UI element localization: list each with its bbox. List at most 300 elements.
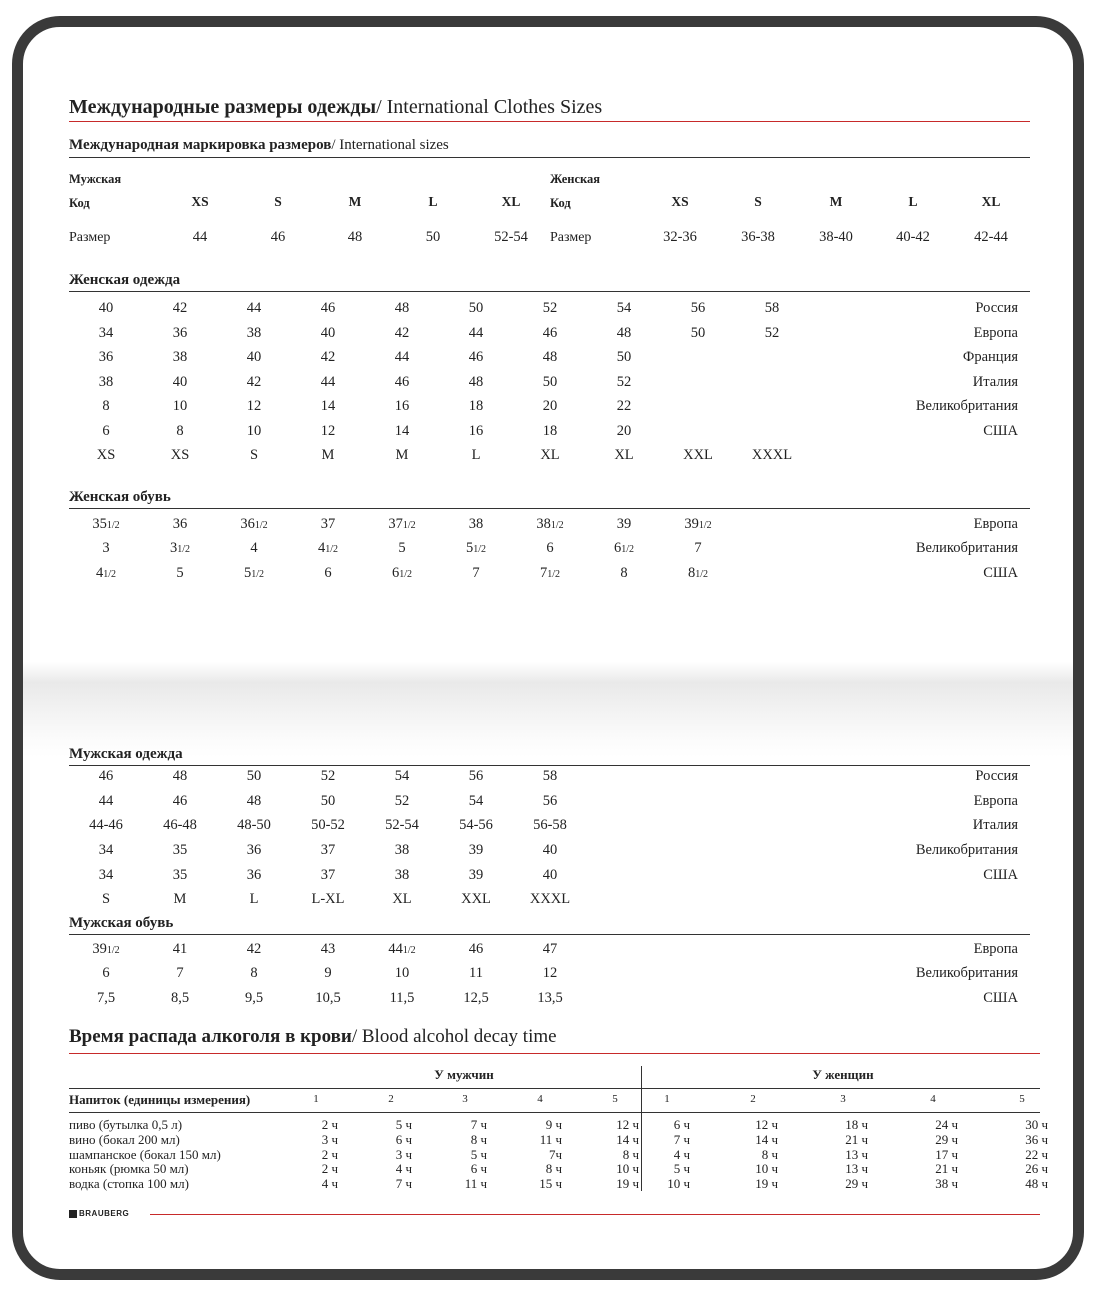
womens_shoes-cell-half: 1/2 [621,544,635,555]
men-unit: 1 [313,1093,319,1105]
womens_shoes-cell-whole: 38 [468,516,484,532]
mens_clothing-cell: 37 [320,867,336,883]
mens_clothing-cell: 58 [542,768,558,784]
womens_clothing-cell: 44 [468,325,484,341]
women-size: 32-36 [663,229,697,245]
womens_shoes-heading: Женская обувь [69,489,171,505]
men-hours: 9 ч [545,1117,562,1132]
mens_shoes-cell-whole: 8 [250,965,258,981]
women-size-label: Размер [550,230,592,245]
mens_shoes-cell [247,941,262,958]
womens_shoes-cell [684,516,711,533]
womens_clothing-cell: 40 [246,349,262,365]
womens_shoes-cell [536,516,563,533]
womens_clothing-cell: 50 [690,325,706,341]
men-code: M [348,194,362,209]
mens_clothing-cell: 48-50 [237,817,271,833]
womens_clothing-cell: 58 [764,300,780,316]
mens_shoes-cell [92,941,119,958]
mens_shoes-country: Европа [973,941,1018,957]
women-group-label: У женщин [812,1067,874,1082]
womens_shoes-cell-whole: 5 [243,565,252,581]
womens_clothing-cell: 10 [246,423,262,439]
womens_shoes-cell-half: 1/2 [402,520,416,531]
alcohol-title-ru: Время распада алкоголя в крови [69,1026,352,1047]
womens_shoes-cell [318,540,338,557]
mens_clothing-cell: 34 [98,867,114,883]
mens_shoes-cell-whole: 12 [542,965,558,981]
mens_shoes-cell-whole: 7 [176,965,184,981]
men-code: XS [191,194,209,209]
mens_clothing-cell: 46-48 [163,817,197,833]
mens_shoes-cell [173,941,188,958]
womens_clothing-cell: 14 [394,423,410,439]
womens_clothing-cell: XL [540,447,560,463]
womens_clothing-cell: XXL [683,447,713,463]
womens_shoes-cell [546,540,553,557]
mens_shoes-cell [463,990,488,1007]
women-hours: 18 ч [845,1117,868,1132]
women-size: 36-38 [741,229,775,245]
womens_clothing-cell: 18 [542,423,558,439]
womens_clothing-cell: 38 [98,374,114,390]
womens_shoes-cell [694,540,701,557]
mens_clothing-rule [69,765,1030,766]
womens_clothing-cell: 12 [320,423,336,439]
mens_clothing-cell: 50 [320,793,336,809]
womens_shoes-cell-half: 1/2 [550,520,564,531]
womens_clothing-country: Россия [975,300,1018,316]
women-hours: 4 ч [673,1147,690,1162]
women-code: M [829,194,843,209]
womens_clothing-cell: 50 [616,349,632,365]
womens_clothing-cell: S [249,447,259,463]
womens_clothing-cell: 36 [172,325,188,341]
mens_shoes-cell-whole: 7,5 [96,990,116,1006]
mens_shoes-cell [245,990,263,1007]
mens_clothing-cell: 46 [172,793,188,809]
mens_clothing-heading: Мужская одежда [69,746,183,762]
womens_clothing-cell: 48 [394,300,410,316]
alcohol-divider [641,1066,642,1191]
women-hours: 10 ч [755,1161,778,1176]
women-code-label: Код [550,196,571,210]
mens_clothing-cell: 50-52 [311,817,345,833]
men-hours: 8 ч [545,1161,562,1176]
mens_clothing-cell: 37 [320,842,336,858]
mens_clothing-cell: 38 [394,867,410,883]
men-size: 46 [270,229,286,245]
womens_clothing-cell: 8 [102,398,110,414]
womens_shoes-country: Великобритания [915,540,1018,556]
women-hours: 14 ч [755,1132,778,1147]
mens_shoes-heading: Мужская обувь [69,915,174,931]
womens_shoes-cell-half: 1/2 [698,520,712,531]
mens_clothing-cell: XL [392,891,412,907]
womens_clothing-country: Европа [973,325,1018,341]
men-hours: 7 ч [470,1117,487,1132]
drink-name: вино (бокал 200 мл) [69,1132,180,1147]
mens_shoes-cell [97,990,115,1007]
men-hours: 5 ч [395,1117,412,1132]
womens_shoes-cell [173,516,188,533]
mens_shoes-country: США [983,990,1018,1006]
mens_clothing-cell: 56-58 [533,817,567,833]
womens_shoes-cell [170,540,190,557]
men-hours: 2 ч [321,1147,338,1162]
intl-rule [69,157,1030,158]
mens_clothing-cell: 36 [246,842,262,858]
womens_clothing-cell: 36 [98,349,114,365]
men-code: XL [501,194,521,209]
women-unit: 2 [750,1093,756,1105]
womens_shoes-cell [176,565,183,582]
womens_clothing-rule [69,291,1030,292]
womens_clothing-cell: 52 [616,374,632,390]
men-hours: 19 ч [616,1176,639,1191]
women-hours: 26 ч [1025,1161,1048,1176]
womens_clothing-cell: 42 [320,349,336,365]
mens_clothing-cell: 56 [468,768,484,784]
page-title [69,96,602,119]
womens_clothing-cell: 44 [246,300,262,316]
womens_shoes-rule [69,508,1030,509]
women-hours: 10 ч [667,1176,690,1191]
womens_clothing-cell: 48 [542,349,558,365]
womens_clothing-country: Франция [962,349,1018,365]
women-hours: 29 ч [845,1176,868,1191]
men-hours: 3 ч [321,1132,338,1147]
men-hours: 8 ч [622,1147,639,1162]
womens_shoes-cell-whole: 5 [465,540,474,556]
women-hours: 24 ч [935,1117,958,1132]
mens_shoes-cell [171,990,189,1007]
page-frame [12,16,1084,1280]
mens_clothing-cell: 52 [320,768,336,784]
mens_clothing-country: Италия [972,817,1018,833]
women-hours: 48 ч [1025,1176,1048,1191]
men-hours: 15 ч [539,1176,562,1191]
intl-heading [69,137,449,154]
mens_shoes-cell-half: 1/2 [402,945,416,956]
womens_clothing-cell: 46 [468,349,484,365]
mens_shoes-cell-whole: 9 [324,965,332,981]
page-fold [23,662,1073,757]
womens_clothing-cell: 38 [246,325,262,341]
mens_clothing-cell: 52-54 [385,817,419,833]
womens_shoes-cell [472,565,479,582]
mens_clothing-cell: 54 [394,768,410,784]
drink-name: водка (стопка 100 мл) [69,1176,189,1191]
mens_shoes-cell-whole: 9,5 [244,990,264,1006]
womens_clothing-cell: L [471,447,481,463]
men-size: 50 [425,229,441,245]
womens_clothing-cell: 16 [468,423,484,439]
drink-name: коньяк (рюмка 50 мл) [69,1161,189,1176]
mens_clothing-cell: L [249,891,259,907]
women-unit: 3 [840,1093,846,1105]
mens_shoes-cell [315,990,340,1007]
womens_shoes-cell-half: 1/2 [325,544,339,555]
men-hours: 7ч [548,1147,562,1162]
womens_shoes-cell [102,540,109,557]
drink-label: Напиток (единицы измерения) [69,1092,251,1107]
womens_shoes-cell-whole: 39 [684,516,699,532]
men-size: 52-54 [494,229,528,245]
men-hours: 6 ч [470,1161,487,1176]
mens_shoes-cell-whole: 44 [388,941,403,957]
men-hours: 14 ч [616,1132,639,1147]
womens_shoes-cell-whole: 39 [616,516,632,532]
mens_clothing-country: Россия [975,768,1018,784]
mens_clothing-cell: 40 [542,867,558,883]
mens_clothing-cell: 38 [394,842,410,858]
womens_clothing-cell: 48 [468,374,484,390]
mens_clothing-cell: XXXL [529,891,571,907]
women-hours: 13 ч [845,1161,868,1176]
mens_shoes-cell [543,965,558,982]
mens_clothing-cell: 50 [246,768,262,784]
mens_shoes-cell-whole: 6 [102,965,110,981]
womens_shoes-cell-half: 1/2 [254,520,268,531]
mens_shoes-cell [537,990,562,1007]
men-label: Мужская [69,172,122,186]
womens_shoes-cell-half: 1/2 [103,569,117,580]
womens_clothing-cell: M [321,447,335,463]
women-code: XL [981,194,1001,209]
intl-heading-en: / International sizes [331,137,449,153]
mens_clothing-cell: 48 [246,793,262,809]
men-hours: 4 ч [395,1161,412,1176]
womens_clothing-cell: 40 [320,325,336,341]
mens_clothing-country: Великобритания [915,842,1018,858]
womens_shoes-cell-half: 1/2 [473,544,487,555]
women-hours: 17 ч [935,1147,958,1162]
men-hours: 2 ч [321,1117,338,1132]
men-hours: 6 ч [395,1132,412,1147]
womens_clothing-cell: 14 [320,398,336,414]
women-code: XS [671,194,689,209]
women-hours: 22 ч [1025,1147,1048,1162]
mens_shoes-cell [102,965,109,982]
mens_shoes-cell [388,941,415,958]
men-hours: 11 ч [539,1132,562,1147]
womens_clothing-cell: 42 [394,325,410,341]
womens_shoes-cell [466,540,486,557]
womens_clothing-cell: 42 [246,374,262,390]
women-hours: 5 ч [673,1161,690,1176]
womens_clothing-cell: 44 [394,349,410,365]
womens_shoes-cell-whole: 3 [102,540,110,556]
mens_shoes-cell [250,965,257,982]
womens_shoes-cell [388,516,415,533]
womens_clothing-country: Великобритания [915,398,1018,414]
alcohol-title-en: / Blood alcohol decay time [351,1026,557,1047]
womens_shoes-cell-whole: 8 [620,565,628,581]
womens_shoes-cell-half: 1/2 [177,544,191,555]
women-hours: 13 ч [845,1147,868,1162]
mens_shoes-cell-whole: 10,5 [315,990,341,1006]
womens_shoes-cell [240,516,267,533]
womens_clothing-cell: 10 [172,398,188,414]
men-unit: 3 [462,1093,468,1105]
womens_clothing-cell: 52 [542,300,558,316]
womens_clothing-cell: 46 [320,300,336,316]
mens_clothing-cell: 39 [468,867,484,883]
womens_clothing-cell: XL [614,447,634,463]
womens_shoes-cell [614,540,634,557]
mens_shoes-cell [176,965,183,982]
women-hours: 29 ч [935,1132,958,1147]
men-unit: 5 [612,1093,618,1105]
mens_clothing-cell: 40 [542,842,558,858]
womens_clothing-cell: 38 [172,349,188,365]
men-code: S [274,194,282,209]
womens_shoes-cell-whole: 38 [536,516,551,532]
mens_clothing-cell: L-XL [311,891,345,907]
womens_shoes-cell [392,565,412,582]
womens_clothing-cell: 20 [542,398,558,414]
mens_shoes-cell-whole: 42 [246,941,262,957]
womens_clothing-country: Италия [972,374,1018,390]
mens_clothing-cell: 35 [172,867,188,883]
womens_shoes-cell [324,565,331,582]
men-hours: 8 ч [470,1132,487,1147]
women-label: Женская [550,172,601,186]
mens_shoes-cell [469,965,483,982]
womens_shoes-cell-half: 1/2 [547,569,561,580]
mens_shoes-cell-whole: 8,5 [170,990,190,1006]
mens_shoes-cell [321,941,336,958]
womens_shoes-cell [617,516,632,533]
womens_clothing-cell: 48 [616,325,632,341]
drink-name: пиво (бутылка 0,5 л) [69,1117,183,1132]
title-ru: Международные размеры одежды [69,96,377,118]
men-hours: 12 ч [616,1117,639,1132]
women-unit: 4 [930,1093,936,1105]
mens_clothing-cell: 35 [172,842,188,858]
mens_clothing-cell: 39 [468,842,484,858]
brand-rule [150,1214,1040,1215]
womens_clothing-cell: 6 [102,423,110,439]
mens_clothing-cell: 34 [98,842,114,858]
women-size: 42-44 [974,229,1008,245]
womens_shoes-cell-whole: 6 [546,540,554,556]
mens_clothing-cell: 56 [542,793,558,809]
mens_shoes-cell-whole: 47 [542,941,558,957]
mens_shoes-cell-whole: 11,5 [389,990,415,1006]
women-hours: 7 ч [673,1132,690,1147]
womens_clothing-cell: 42 [172,300,188,316]
women-hours: 8 ч [761,1147,778,1162]
womens_shoes-country: Европа [973,516,1018,532]
brand-name: BRAUBERG [79,1209,130,1218]
womens_clothing-cell: M [395,447,409,463]
alcohol-title-rule [69,1053,1040,1054]
men-size-label: Размер [69,230,111,245]
womens_shoes-cell [398,540,405,557]
women-hours: 30 ч [1025,1117,1048,1132]
alcohol-title [69,1026,557,1048]
womens_shoes-cell-whole: 5 [176,565,184,581]
mens_clothing-country: Европа [973,793,1018,809]
mens_clothing-cell: S [101,891,111,907]
women-code: L [908,194,918,209]
mens_clothing-cell: 54-56 [459,817,493,833]
mens_shoes-cell-whole: 13,5 [537,990,563,1006]
womens_clothing-cell: 50 [468,300,484,316]
men-hours: 11 ч [464,1176,487,1191]
mens_shoes-cell-whole: 11 [469,965,483,981]
womens_clothing-cell: 16 [394,398,410,414]
men-group-label: У мужчин [434,1067,494,1082]
intl-heading-ru: Международная маркировка размеров [69,137,332,153]
womens_shoes-cell-whole: 7 [472,565,480,581]
mens_shoes-country: Великобритания [915,965,1018,981]
womens_clothing-heading: Женская одежда [69,272,181,288]
men-hours: 10 ч [616,1161,639,1176]
womens_shoes-cell [620,565,627,582]
men-hours: 3 ч [395,1147,412,1162]
womens_shoes-cell [244,565,264,582]
women-hours: 6 ч [673,1117,690,1132]
mens_shoes-cell [543,941,558,958]
women-hours: 38 ч [935,1176,958,1191]
mens_shoes-cell [469,941,484,958]
men-unit: 4 [537,1093,543,1105]
brand-logo [69,1209,129,1218]
womens_clothing-cell: 46 [542,325,558,341]
men-unit: 2 [388,1093,394,1105]
womens_shoes-cell-whole: 6 [324,565,332,581]
womens_shoes-cell [250,540,257,557]
womens_clothing-cell: XXXL [751,447,793,463]
men-code: L [428,194,438,209]
womens_shoes-cell-whole: 5 [398,540,406,556]
women-hours: 36 ч [1025,1132,1048,1147]
men-hours: 7 ч [395,1176,412,1191]
womens_clothing-cell: 52 [764,325,780,341]
mens_shoes-rule [69,934,1030,935]
womens_shoes-cell [96,565,116,582]
womens_shoes-cell-whole: 3 [169,540,178,556]
mens_clothing-cell: 44 [98,793,114,809]
womens_shoes-cell-whole: 6 [391,565,400,581]
womens_shoes-cell-whole: 4 [317,540,326,556]
women-size: 40-42 [896,229,930,245]
men-code-label: Код [69,196,90,210]
men-size: 44 [192,229,208,245]
womens_clothing-cell: 34 [98,325,114,341]
mens_shoes-cell [395,965,410,982]
mens_clothing-cell: M [173,891,187,907]
alcohol-units-rule [69,1112,1040,1113]
womens_shoes-cell-half: 1/2 [695,569,709,580]
womens_clothing-cell: 18 [468,398,484,414]
women-hours: 21 ч [845,1132,868,1147]
womens_clothing-cell: 8 [176,423,184,439]
men-hours: 2 ч [321,1161,338,1176]
womens_shoes-cell-whole: 35 [92,516,107,532]
womens_clothing-cell: XS [170,447,190,463]
womens_shoes-cell [321,516,336,533]
mens_shoes-cell-whole: 43 [320,941,336,957]
women-size: 38-40 [819,229,853,245]
men-size: 48 [347,229,363,245]
womens_shoes-cell [540,565,560,582]
womens_clothing-cell: 56 [690,300,706,316]
womens_clothing-cell: 54 [616,300,632,316]
